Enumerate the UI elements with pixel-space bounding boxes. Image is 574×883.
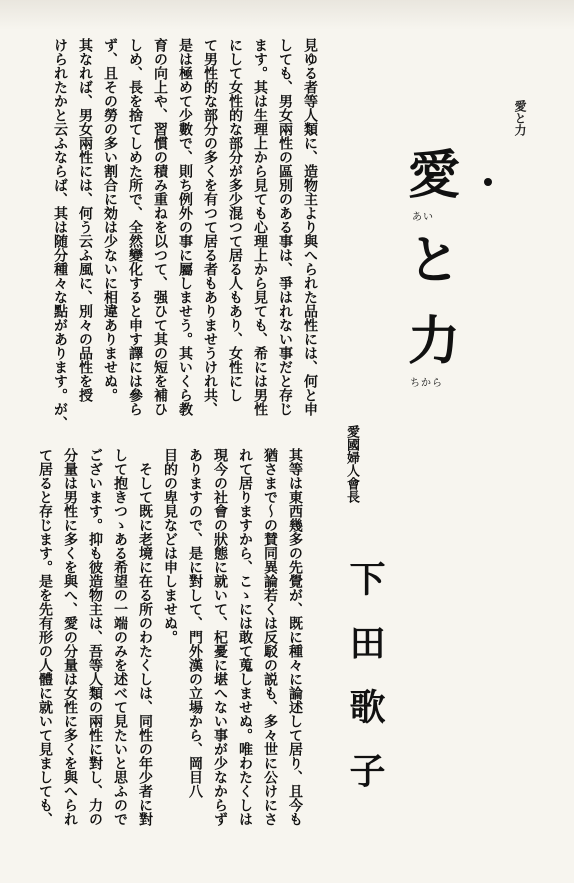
lower-column-8: して抱きつゝある希望の一端のみを述べて見たいと思ふので (112, 448, 128, 826)
upper-column-3: ます。其は生理上から見ても心理上から見ても、希には男性 (252, 38, 268, 416)
lower-column-6: 目的の卑見などは申しませぬ。 (162, 448, 178, 644)
lower-column-7: そして既に老境に在る所のわたくしは、同性の年少者に對 (137, 462, 153, 826)
lower-column-4: 現今の社會の狀態に就いて、杞憂に堪へない事が少なからず (212, 448, 228, 826)
lower-column-10: 分量は男性に多くを與へ、愛の分量は女性に多くを與へられ (62, 448, 78, 826)
lower-column-2: 猶さまで〜の賛同異論若くは反駁の説も、多々世に公けにさ (262, 448, 278, 826)
title-dot (484, 178, 492, 186)
author-name: 下田歌子 (344, 560, 386, 816)
lower-column-9: ございます。抑も彼造物主は、吾等人類の兩性に對し、力の (87, 448, 103, 826)
upper-column-6: 是は極めて少數で、則ち例外の事に屬しませう。其いくら教 (177, 38, 193, 416)
upper-column-8: しめ、長を捨てしめた所で、全然變化すると申す譯には參ら (127, 38, 143, 416)
lower-column-11: て居ると存じます。是を先有形の人體に就いて見ましても、 (37, 448, 53, 826)
author-affiliation: 愛國婦人會長 (344, 425, 359, 503)
title-char-chikara: 力 (408, 311, 461, 372)
title-char-to: と (408, 230, 461, 291)
title-furigana-chikara: ちから (410, 378, 443, 389)
upper-column-11: けられたかと云ふならば、其は随分種々な點があります。が、 (52, 38, 68, 430)
upper-column-9: ず、且その勞の多い割合に効は少ないに相違ありませぬ。 (102, 38, 118, 402)
running-header: 愛と力 (513, 100, 527, 136)
upper-column-5: て男性的な部分の多くを有つて居る者もありませうけれ共、 (202, 38, 218, 416)
upper-column-4: にして女性的な部分が多少混つて居る人もあり、女性にし (227, 38, 243, 402)
lower-column-1: 其等は東西幾多の先覺が、既に種々に論述して居り、且今も (287, 448, 303, 826)
title-char-ai: 愛 (408, 145, 461, 206)
upper-column-7: 育の向上や、習慣の積み重ねを以つて、强ひて其の短を補ひ (152, 38, 168, 416)
upper-column-10: 其なれば、男女兩性には、何う云ふ風に、別々の品性を授 (77, 38, 93, 402)
lower-column-5: ありますので、是に對して、門外漢の立場から、岡目八 (187, 448, 203, 798)
title-furigana-ai: あい (412, 212, 434, 223)
page-header (0, 0, 574, 30)
upper-column-1: 見ゆる者等人類に、造物主より與へられた品性には、何と申 (302, 38, 318, 416)
lower-column-3: れて居りますから、こゝには敢て蒐しませぬ。唯わたくしは (237, 448, 253, 826)
upper-column-2: しても、男女兩性の區別のある事は、爭はれない事だと存じ (277, 38, 293, 416)
